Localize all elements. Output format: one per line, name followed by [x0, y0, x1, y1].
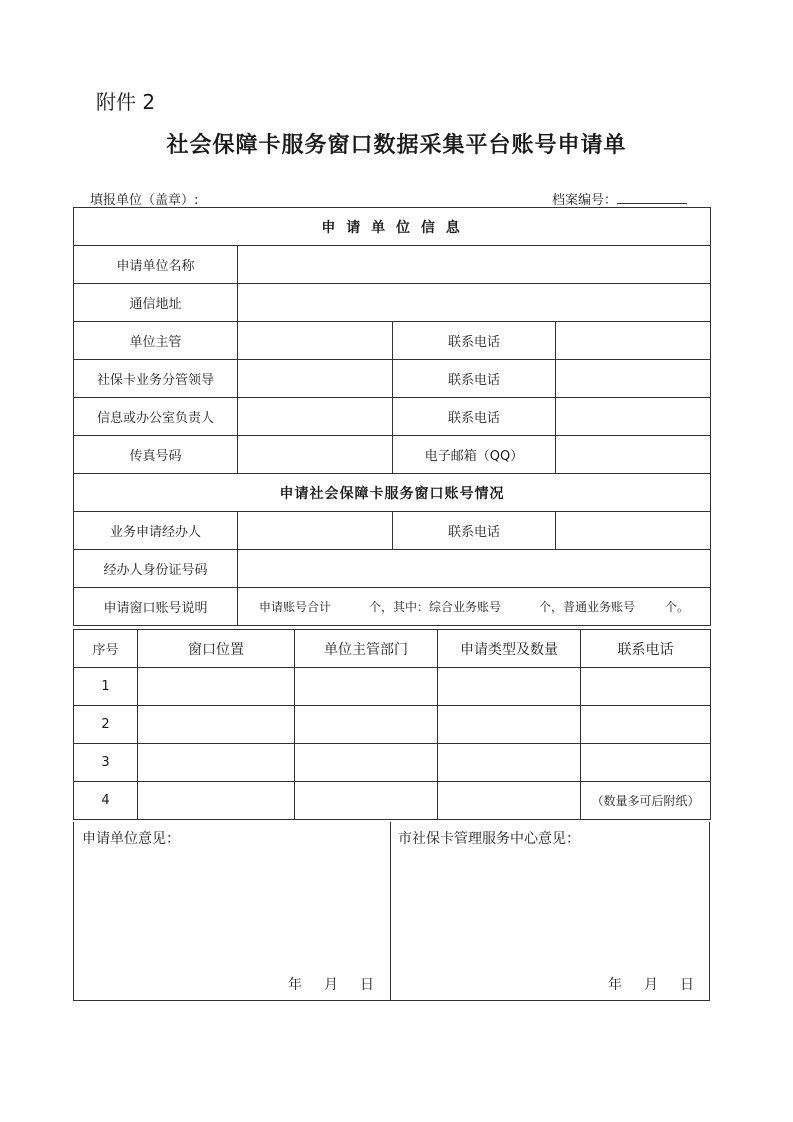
file-number-label	[552, 189, 687, 208]
month-label: 月	[324, 977, 338, 993]
applicant-opinion-box[interactable]	[74, 822, 391, 1000]
table-row	[74, 668, 711, 706]
window-list-table	[73, 629, 711, 820]
fill-unit-label: 填报单位（盖章）:	[90, 193, 199, 208]
window-location-cell[interactable]	[138, 744, 295, 782]
id-number-field[interactable]	[238, 550, 711, 588]
document-title: 社会保障卡服务窗口数据采集平台账号申请单	[166, 132, 627, 158]
unit-head-phone-label: 联系电话	[393, 322, 556, 360]
applicant-field[interactable]	[238, 512, 393, 550]
department-cell[interactable]	[295, 744, 438, 782]
unit-head-label: 单位主管	[74, 322, 238, 360]
row-index: 1	[74, 668, 138, 706]
file-number-text: 档案编号：	[552, 193, 618, 208]
section-account-title: 申请社会保障卡服务窗口账号情况	[74, 474, 711, 512]
office-head-phone-label: 联系电话	[393, 398, 556, 436]
department-cell[interactable]	[295, 782, 438, 820]
applicant-label: 业务申请经办人	[74, 512, 238, 550]
center-opinion-label: 市社保卡管理服务中心意见：	[398, 831, 580, 847]
department-cell[interactable]	[295, 706, 438, 744]
applicant-opinion-label: 申请单位意见：	[82, 831, 180, 847]
table-row	[74, 706, 711, 744]
leader-field[interactable]	[238, 360, 393, 398]
leader-phone-label: 联系电话	[393, 360, 556, 398]
email-label: 电子邮箱（QQ）	[393, 436, 556, 474]
table-row	[74, 744, 711, 782]
account-desc-label: 申请窗口账号说明	[74, 588, 238, 626]
phone-cell[interactable]	[581, 744, 711, 782]
office-head-phone-field[interactable]	[556, 398, 711, 436]
unit-name-field[interactable]	[238, 246, 711, 284]
row-index: 4	[74, 782, 138, 820]
section-unit-info-title: 申 请 单 位 信 息	[74, 208, 711, 246]
phone-cell[interactable]	[581, 706, 711, 744]
col-header-phone: 联系电话	[581, 630, 711, 668]
applicant-opinion-date	[266, 974, 374, 994]
remark-cell: （数量多可后附纸）	[581, 782, 711, 820]
center-opinion-date	[586, 974, 694, 994]
row-index: 2	[74, 706, 138, 744]
window-location-cell[interactable]	[138, 706, 295, 744]
department-cell[interactable]	[295, 668, 438, 706]
file-number-blank[interactable]	[617, 191, 687, 204]
leader-label: 社保卡业务分管领导	[74, 360, 238, 398]
fax-field[interactable]	[238, 436, 393, 474]
office-head-field[interactable]	[238, 398, 393, 436]
type-quantity-cell[interactable]	[438, 668, 581, 706]
office-head-label: 信息或办公室负责人	[74, 398, 238, 436]
day-label: 日	[680, 977, 694, 993]
month-label: 月	[644, 977, 658, 993]
unit-head-phone-field[interactable]	[556, 322, 711, 360]
col-header-index: 序号	[74, 630, 138, 668]
row-index: 3	[74, 744, 138, 782]
day-label: 日	[360, 977, 374, 993]
applicant-phone-label: 联系电话	[393, 512, 556, 550]
application-form-table	[73, 207, 711, 626]
unit-name-label: 申请单位名称	[74, 246, 238, 284]
phone-cell[interactable]	[581, 668, 711, 706]
note-end-text: 个。	[665, 600, 690, 614]
attachment-label: 附件 2	[96, 90, 156, 114]
year-label: 年	[608, 977, 622, 993]
leader-phone-field[interactable]	[556, 360, 711, 398]
unit-head-field[interactable]	[238, 322, 393, 360]
address-label: 通信地址	[74, 284, 238, 322]
type-quantity-cell[interactable]	[438, 782, 581, 820]
col-header-department: 单位主管部门	[295, 630, 438, 668]
email-field[interactable]	[556, 436, 711, 474]
fax-label: 传真号码	[74, 436, 238, 474]
address-field[interactable]	[238, 284, 711, 322]
type-quantity-cell[interactable]	[438, 706, 581, 744]
type-quantity-cell[interactable]	[438, 744, 581, 782]
window-location-cell[interactable]	[138, 782, 295, 820]
center-opinion-box[interactable]	[390, 822, 710, 1000]
note-total-text: 申请账号合计	[258, 600, 331, 614]
note-general-text: 个，其中：综合业务账号	[369, 600, 502, 614]
id-number-label: 经办人身份证号码	[74, 550, 238, 588]
window-location-cell[interactable]	[138, 668, 295, 706]
col-header-window-location: 窗口位置	[138, 630, 295, 668]
col-header-type-quantity: 申请类型及数量	[438, 630, 581, 668]
note-normal-text: 个，普通业务账号	[539, 600, 636, 614]
table-row	[74, 782, 711, 820]
applicant-phone-field[interactable]	[556, 512, 711, 550]
year-label: 年	[288, 977, 302, 993]
opinions-section	[73, 822, 710, 1001]
account-desc-field[interactable]	[238, 588, 711, 626]
